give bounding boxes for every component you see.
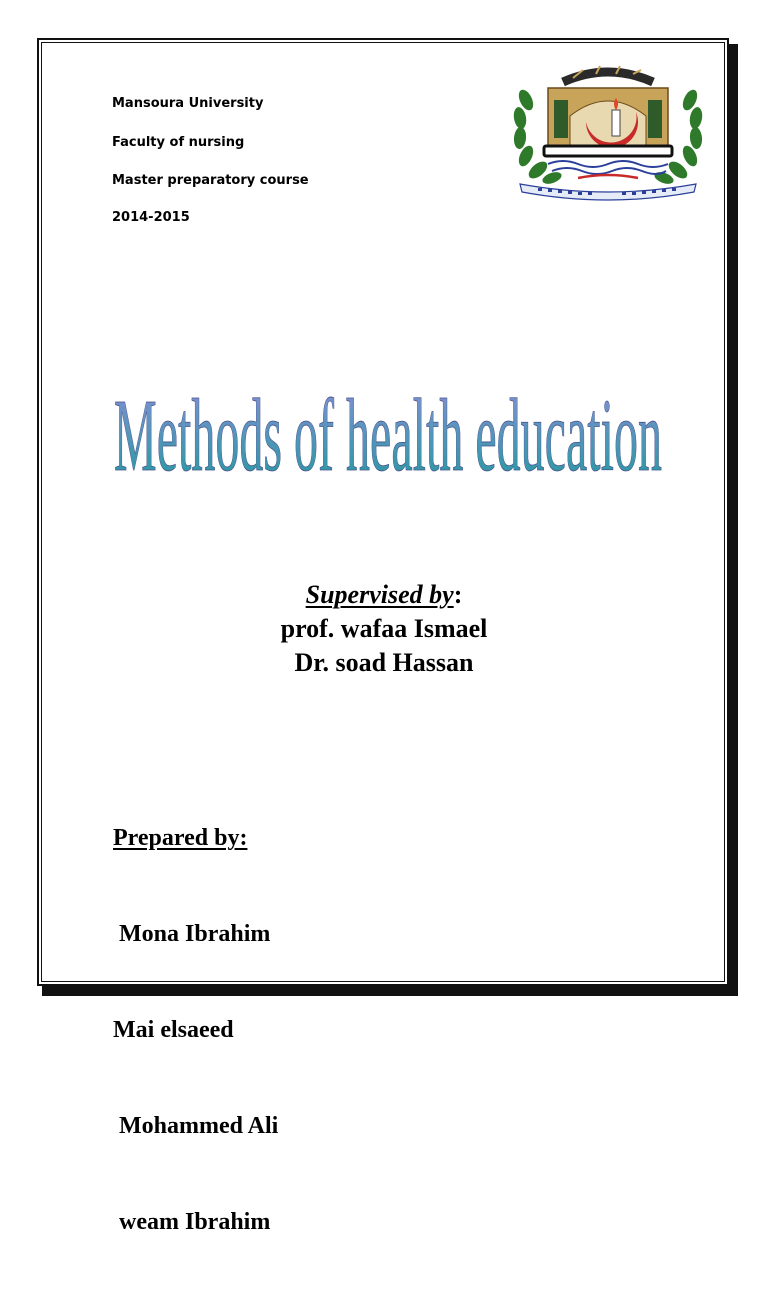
supervised-by-heading: Supervised by [305, 580, 454, 609]
academic-year: 2014-2015 [112, 210, 190, 225]
logo-calligraphy-band [563, 72, 653, 82]
logo-water-lines [548, 161, 668, 174]
faculty-logo-icon [508, 60, 708, 200]
document-title [108, 352, 668, 502]
logo-university-ribbon [520, 184, 696, 200]
university-name: Mansoura University [112, 96, 264, 111]
course-name: Master preparatory course [112, 173, 309, 188]
preparers-block [113, 758, 278, 1302]
faculty-name: Faculty of nursing [112, 135, 245, 150]
supervisor-name: prof. wafaa Ismael [280, 614, 488, 643]
supervisors-block [0, 578, 768, 680]
supervised-by-colon: : [453, 580, 463, 609]
preparer-name: Mona Ibrahim [113, 921, 271, 947]
preparer-name: Mai elsaeed [113, 1017, 234, 1043]
supervised-by-heading-line [0, 578, 768, 612]
logo-base-bar [544, 146, 672, 156]
preparer-name: weam Ibrahim [113, 1209, 271, 1235]
document-title-text: Methods of health education [114, 378, 662, 493]
logo-candle-icon [612, 110, 620, 136]
prepared-by-heading: Prepared by: [113, 825, 248, 851]
preparer-name: Mohammed Ali [113, 1113, 279, 1139]
supervisor-name: Dr. soad Hassan [294, 648, 474, 677]
